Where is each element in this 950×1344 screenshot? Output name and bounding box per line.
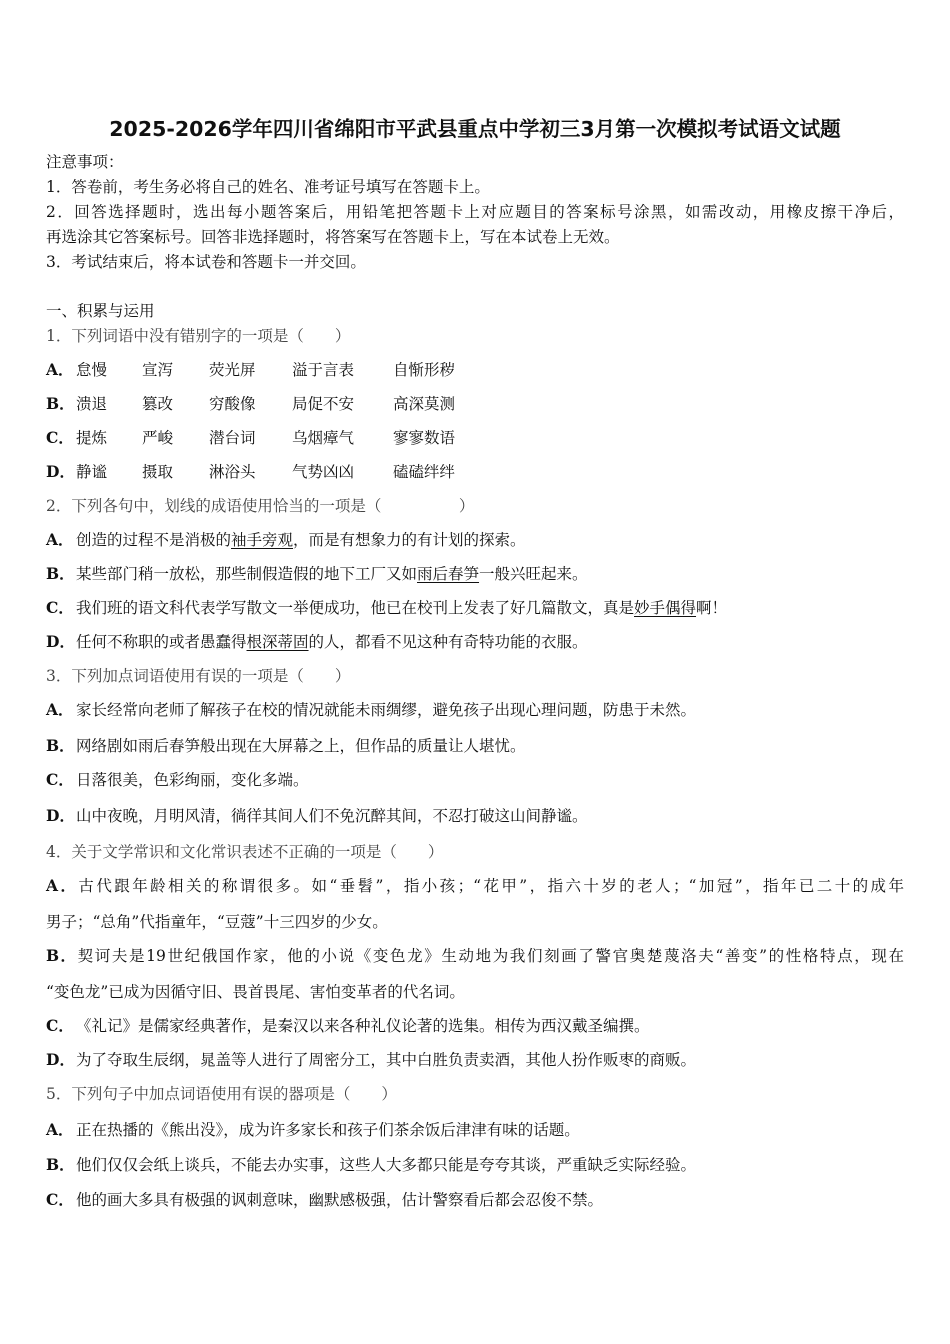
question-4-stem: 4．关于文学常识和文化常识表述不正确的一项是（ ） (46, 843, 444, 861)
option-word: 磕磕绊绊 (393, 463, 456, 481)
option-text: 网络剧如雨后春笋般出现在大屏幕之上，但作品的质量让人堪忧。 (76, 737, 526, 755)
option-text: 契诃夫是19世纪俄国作家，他的小说《变色龙》生动地为我们刻画了警官奥楚蔑洛夫“善变”的性格特点，现在 (76, 947, 904, 965)
question-3-stem: 3．下列加点词语使用有误的一项是（ ） (46, 667, 351, 685)
option-row (46, 770, 309, 790)
option-label: A． (46, 530, 74, 549)
option-row (46, 806, 588, 826)
option-row (46, 1120, 580, 1140)
option-word: 潜台词 (209, 429, 256, 447)
option-word: 局促不安 (292, 395, 355, 413)
option-word: 淋浴头 (209, 463, 256, 481)
option-text: 我们班的语文科代表学写散文一举便成功，他已在校刊上发表了好几篇散文，真是 (76, 599, 635, 617)
option-continuation: “变色龙”已成为因循守旧、畏首畏尾、害怕变革者的代名词。 (46, 983, 465, 1001)
option-row (46, 360, 496, 380)
option-label: C． (46, 770, 74, 789)
option-word: 篡改 (142, 395, 174, 413)
underlined-idiom: 袖手旁观 (231, 531, 294, 549)
notice-item: 1．答卷前，考生务必将自己的姓名、准考证号填写在答题卡上。 (46, 178, 490, 196)
option-word: 高深莫测 (393, 395, 456, 413)
option-word: 怠慢 (76, 361, 108, 379)
option-text: ，而是有想象力的有计划的探索。 (293, 531, 526, 549)
option-label: C． (46, 1016, 74, 1035)
option-row (46, 1155, 696, 1175)
section-heading: 一、积累与运用 (46, 302, 155, 320)
option-text: 《礼记》是儒家经典著作，是秦汉以来各种礼仪论著的选集。相传为西汉戴圣编撰。 (76, 1017, 650, 1035)
option-row (46, 736, 526, 756)
option-text: 的人，都看不见这种有奇特功能的衣服。 (308, 633, 588, 651)
option-text: 家长经常向老师了解孩子在校的情况就能未雨绸缪，避免孩子出现心理问题，防患于未然。 (76, 701, 697, 719)
page-title: 2025-2026学年四川省绵阳市平武县重点中学初三3月第一次模拟考试语文试题 (109, 117, 841, 141)
option-word: 严峻 (142, 429, 174, 447)
option-text: 日落很美，色彩绚丽，变化多端。 (76, 771, 309, 789)
question-1-stem: 1．下列词语中没有错别字的一项是（ ） (46, 327, 351, 345)
option-label: A． (46, 1120, 74, 1139)
option-text: 为了夺取生辰纲，晁盖等人进行了周密分工，其中白胜负责卖酒，其他人扮作贩枣的商贩。 (76, 1051, 697, 1069)
option-text: 某些部门稍一放松，那些制假造假的地下工厂又如 (76, 565, 418, 583)
option-label: D． (46, 1050, 75, 1069)
option-row (46, 564, 588, 584)
option-label: B． (46, 564, 75, 583)
option-label: B． (46, 1155, 75, 1174)
option-row (46, 700, 696, 720)
option-word: 提炼 (76, 429, 108, 447)
option-text: 他们仅仅会纸上谈兵，不能去办实事，这些人大多都只能是夸夸其谈，严重缺乏实际经验。 (76, 1156, 697, 1174)
option-label: C． (46, 1190, 74, 1209)
option-label: D． (46, 632, 75, 651)
option-word: 摄取 (142, 463, 174, 481)
option-words (76, 360, 496, 380)
option-label: D． (46, 462, 75, 481)
option-row (46, 876, 904, 896)
question-5-stem: 5．下列句子中加点词语使用有误的器项是（ ） (46, 1085, 397, 1103)
option-word: 穷酸像 (209, 395, 256, 413)
option-row (46, 428, 496, 448)
option-row (46, 394, 496, 414)
option-words (76, 394, 496, 414)
underlined-idiom: 妙手偶得 (634, 599, 697, 617)
notice-item: 3．考试结束后，将本试卷和答题卡一并交回。 (46, 253, 366, 271)
option-label: A． (46, 876, 76, 895)
option-row (46, 632, 588, 652)
option-row (46, 946, 904, 966)
option-word: 自惭形秽 (393, 361, 456, 379)
option-label: D． (46, 806, 75, 825)
underlined-idiom: 雨后春笋 (417, 565, 480, 583)
option-continuation: 男子；“总角”代指童年，“豆蔻”十三四岁的少女。 (46, 913, 388, 931)
option-label: A． (46, 700, 74, 719)
option-words (76, 428, 496, 448)
option-word: 溢于言表 (292, 361, 355, 379)
option-word: 寥寥数语 (393, 429, 456, 447)
option-label: C． (46, 428, 74, 447)
option-text: 创造的过程不是消极的 (76, 531, 232, 549)
option-word: 静谧 (76, 463, 108, 481)
option-word: 荧光屏 (209, 361, 256, 379)
option-text: 他的画大多具有极强的讽刺意味，幽默感极强，估计警察看后都会忍俊不禁。 (76, 1191, 604, 1209)
option-text: 正在热播的《熊出没》，成为许多家长和孩子们茶余饭后津津有味的话题。 (76, 1121, 580, 1139)
option-label: C． (46, 598, 74, 617)
question-2-stem: 2．下列各句中，划线的成语使用恰当的一项是（ ） (46, 497, 475, 515)
option-text: 任何不称职的或者愚蠢得 (76, 633, 247, 651)
notice-item: 再选涂其它答案标号。回答非选择题时，将答案写在答题卡上，写在本试卷上无效。 (46, 228, 620, 246)
option-row (46, 530, 526, 550)
option-text: 古代跟年龄相关的称谓很多。如“垂髫”，指小孩；“花甲”，指六十岁的老人；“加冠”，指年已二十的成年 (76, 877, 904, 895)
option-row (46, 462, 496, 482)
option-word: 气势凶凶 (292, 463, 355, 481)
option-word: 溃退 (76, 395, 108, 413)
option-text: 山中夜晚，月明风清，徜徉其间人们不免沉醉其间，不忍打破这山间静谧。 (76, 807, 588, 825)
option-row (46, 1050, 696, 1070)
option-words (76, 462, 496, 482)
option-label: A． (46, 360, 74, 379)
option-label: B． (46, 946, 76, 965)
option-word: 宣泻 (142, 361, 174, 379)
underlined-idiom: 根深蒂固 (246, 633, 309, 651)
option-text: 一般兴旺起来。 (479, 565, 588, 583)
option-text: 啊！ (696, 599, 728, 617)
option-label: B． (46, 736, 75, 755)
notice-heading: 注意事项： (46, 153, 124, 171)
option-label: B． (46, 394, 75, 413)
option-row (46, 1190, 603, 1210)
option-word: 乌烟瘴气 (292, 429, 355, 447)
option-row (46, 598, 727, 618)
option-row (46, 1016, 650, 1036)
notice-item: 2．回答选择题时，选出每小题答案后，用铅笔把答题卡上对应题目的答案标号涂黑，如需改动，用橡皮擦干净后， (46, 203, 904, 221)
